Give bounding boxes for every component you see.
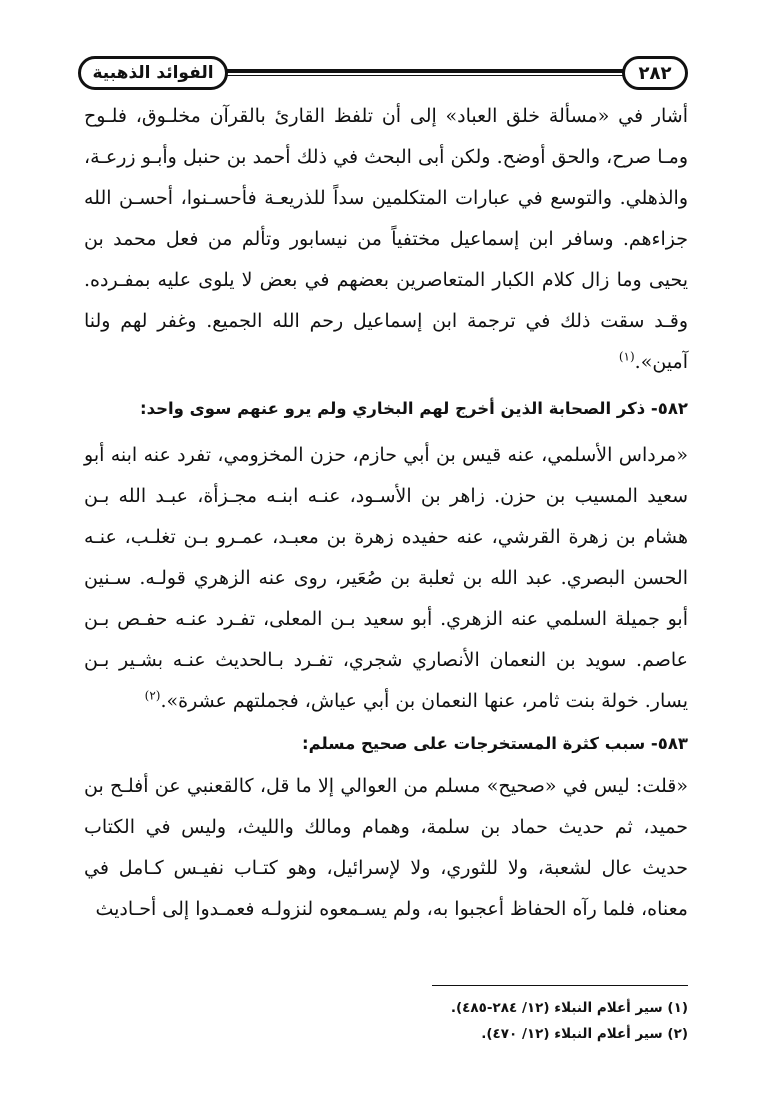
page-number: ٢٨٢ <box>638 62 672 84</box>
footnote-2: (٢) سير أعلام النبلاء (١٢/ ٤٧٠). <box>481 1026 688 1042</box>
running-title: الفوائد الذهبية <box>92 63 214 83</box>
footnote-marker-2: (٢) <box>144 688 161 703</box>
footnote-separator <box>432 985 688 986</box>
paragraph-1 <box>84 96 688 383</box>
paragraph-3-text: «قلت: ليس في «صحيح» مسلم من العوالي إلا ما قل، كالقعنبي عن أفلـح بن حميد، ثم حديث حماد بن سلمة، وهمام ومالك والليث، وليس في الكتاب حديث عال لشعبة، ولا للثوري، ولا لإسرائيل، وهو كتـاب نفيـس كـامل في معناه، فلما رآه الحفاظ أعجبوا به، ولم يسـمعوه لنزولـه فعمـدوا إلى أحـاديث <box>84 775 688 920</box>
page-header <box>78 56 688 92</box>
page-number-frame <box>622 56 688 90</box>
paragraph-1-text: أشار في «مسألة خلق العباد» إلى أن تلفظ القارئ بالقرآن مخلـوق، فلـوح ومـا صرح، والحق أوضح. ولكن أبى البحث في ذلك أحمد بن حنبل وأبـو زرعـة، والذهلي. والتوسع في عبارات المتكلمين سداً للذريعـة فأحسـنوا، أحسـن الله جزاءهم. وسافر ابن إسماعيل مختفياً من نيسابور وتألم من فعل محمد بن يحيى وما زال كلام الكبار المتعاصرين بعضهم في بعض لا يلوى عليه بمفـرده. وقـد سقت ذلك في ترجمة ابن إسماعيل رحم الله الجميع. وغفر لهم ولنا آمين». <box>84 105 688 373</box>
paragraph-3 <box>84 766 688 930</box>
header-rule <box>218 69 626 76</box>
footnote-1: (١) سير أعلام النبلاء (١٢/ ٢٨٤-٤٨٥). <box>450 1000 688 1016</box>
paragraph-2-text: «مرداس الأسلمي، عنه قيس بن أبي حازم، حزن المخزومي، تفرد عنه ابنه أبو سعيد المسيب بن حزن. زاهر بن الأسـود، عنـه ابنـه مجـزأة، عبـد الله بـن هشام بن زهرة القرشي، عنه حفيده زهرة بن معبـد، عمـرو بـن تغلـب، عنـه الحسن البصري. عبد الله بن ثعلبة بن صُعَير، روى عنه الزهري قولـه. سـنين أبو جميلة السلمي عنه الزهري. أبو سعيد بـن المعلى، تفـرد عنـه حفـص بـن عاصم. سويد بن النعمان الأنصاري شجري، تفـرد بـالحديث عنـه بشـير بـن يسار. خولة بنت ثامر، عنها النعمان بن أبي عياش، فجملتهم عشرة». <box>84 444 688 712</box>
footnotes <box>200 995 688 1047</box>
section-heading-582: ٥٨٢- ذكر الصحابة الذين أخرج لهم البخاري ولم يرو عنهم سوى واحد: <box>139 399 688 418</box>
section-heading-583: ٥٨٣- سبب كثرة المستخرجات على صحيح مسلم: <box>302 734 688 753</box>
paragraph-2 <box>84 435 688 722</box>
header-title-frame <box>78 56 228 90</box>
footnote-marker-1: (١) <box>618 349 635 364</box>
main-text <box>84 96 688 930</box>
